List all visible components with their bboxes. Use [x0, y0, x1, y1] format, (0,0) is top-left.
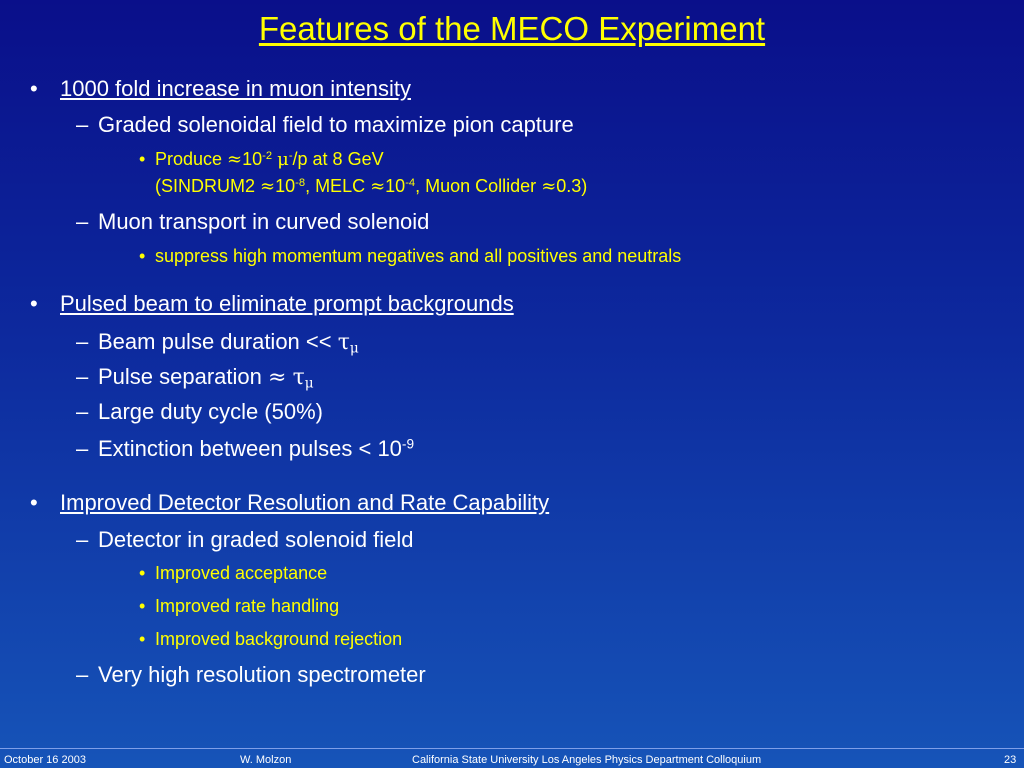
bullet-marker: • [30, 490, 38, 515]
text-comparison: (SINDRUM2 $\approx 10^{-8}$, MELC $\approx 10^{-4}$, Muon Collider ≈0.3) [155, 176, 588, 197]
dash-marker: – [76, 364, 89, 389]
heading-muon-intensity: 1000 fold increase in muon intensity [60, 76, 411, 101]
dash-marker: – [76, 329, 89, 354]
footer-divider [0, 748, 1024, 749]
footer-venue: California State University Los Angeles Physics Department Colloquium [412, 754, 762, 766]
text-background-rejection: Improved background rejection [155, 629, 403, 649]
heading-pulsed-beam: Pulsed beam to eliminate prompt backgrounds [60, 291, 514, 316]
slide-title: Features of the MECO Experiment [258, 10, 766, 47]
bullet-marker: • [139, 596, 146, 616]
dash-marker: – [76, 209, 89, 234]
text-muon-transport: Muon transport in curved solenoid [98, 209, 430, 234]
dash-marker: – [76, 399, 89, 424]
text-duty-cycle: Large duty cycle (50%) [98, 399, 323, 424]
footer-page-number: 23 [1004, 754, 1017, 766]
footer-date: October 16 2003 [4, 754, 86, 766]
dash-marker: – [76, 662, 89, 687]
bullet-marker: • [139, 563, 146, 583]
text-acceptance: Improved acceptance [155, 563, 328, 583]
text-detector-field: Detector in graded solenoid field [98, 527, 414, 552]
bullet-marker: • [139, 629, 146, 649]
footer-author: W. Molzon [240, 754, 292, 766]
heading-detector-resolution: Improved Detector Resolution and Rate Capability [60, 490, 550, 515]
text-rate-handling: Improved rate handling [155, 596, 340, 616]
text-graded-field: Graded solenoidal field to maximize pion capture [98, 112, 574, 137]
dash-marker: – [76, 527, 89, 552]
bullet-marker: • [30, 291, 38, 316]
text-suppress: suppress high momentum negatives and all positives and neutrals [155, 246, 682, 266]
text-produce: Produce $\approx 10^{-2}$ μ-/p at 8 GeV [155, 149, 384, 170]
text-pulse-separation: Pulse separation ≈ $\tau_\mu$ [98, 364, 314, 392]
text-extinction: Extinction between pulses < $10^{-9}$ [98, 436, 415, 461]
dash-marker: – [76, 112, 89, 137]
dash-marker: – [76, 436, 89, 461]
bullet-marker: • [30, 76, 38, 101]
bullet-marker: • [139, 246, 146, 266]
text-pulse-duration: Beam pulse duration << $\tau_\mu$ [98, 329, 359, 357]
text-spectrometer: Very high resolution spectrometer [98, 662, 426, 687]
bullet-marker: • [139, 149, 146, 169]
